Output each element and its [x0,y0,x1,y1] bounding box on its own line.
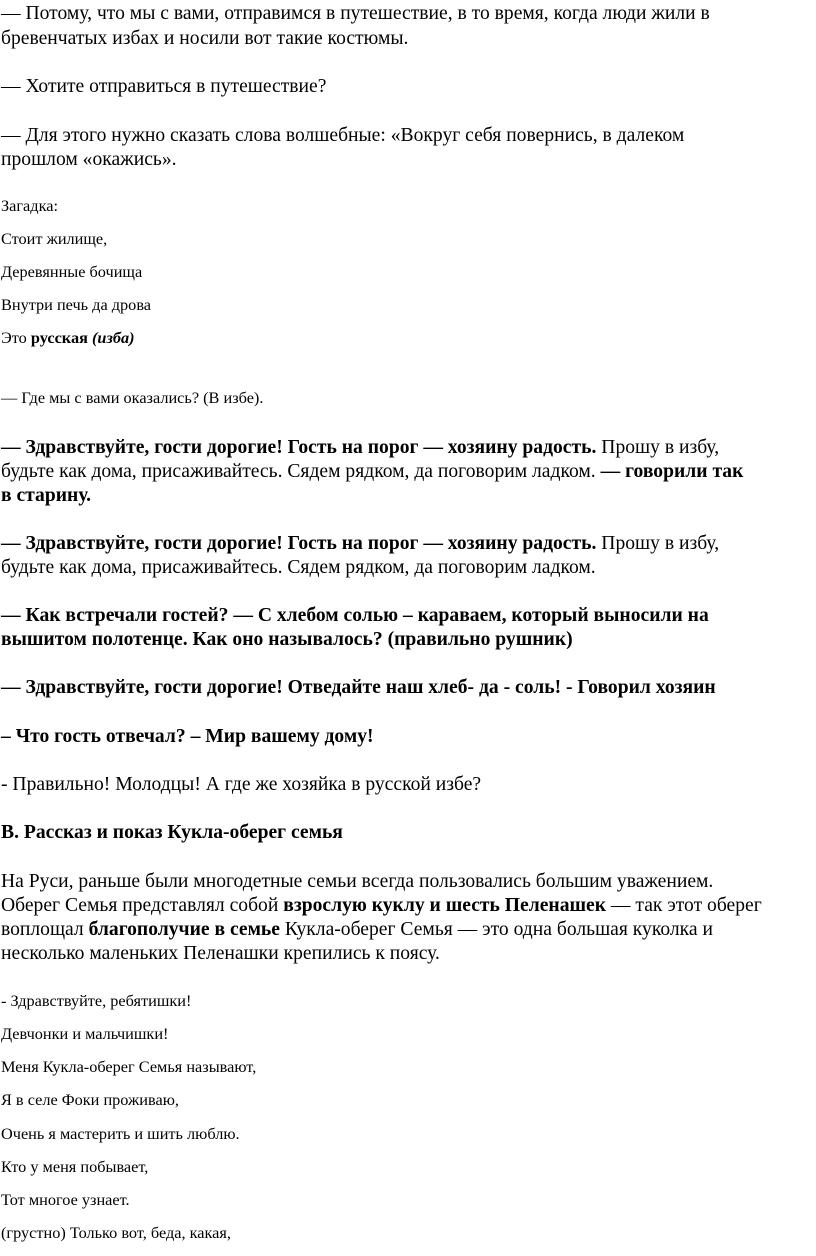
story-line-2-plain-2: — так этот оберег [606,895,762,916]
greeting-1-line-3 [1,484,91,508]
riddle-answer-prefix: Это [1,328,31,347]
riddle-line-2: Деревянные бочища [1,262,143,281]
greeting-1-line-2 [1,460,743,484]
riddle-answer-word: (изба) [91,328,135,347]
riddle-title: Загадка: [1,196,58,215]
paragraph-intro-line-1: — Потому, что мы с вами, отправимся в путешествие, в то время, когда люди жили в [1,3,710,24]
poem-line-8: (грустно) Только вот, беда, какая, [1,1223,231,1242]
greeting-2-line-2: будьте как дома, присаживайтесь. Сядем рядком, да поговорим ладком. [1,557,596,578]
riddle-answer-line [1,328,135,348]
story-line-2-plain: Оберег Семья представлял собой [1,895,284,916]
poem-line-1: - Здравствуйте, ребятишки! [1,991,192,1010]
poem-line-3: Меня Кукла-оберег Семья называют, [1,1057,257,1076]
question-where: — Где мы с вами оказались? (В избе). [1,388,264,407]
story-line-3-plain-2: Кукла-оберег Семья — это одна большая куколка и [279,919,713,940]
guests-question-bold-2: вышитом полотенце. Как оно называлось? (правильно рушник) [1,629,573,650]
guest-reply-line [1,725,374,749]
host-bold: — Здравствуйте, гости дорогие! Отведайте наш хлеб- да - соль! - Говорил хозяин [1,677,716,698]
guests-question-line-2 [1,628,573,652]
greeting-2-line-1 [1,532,719,556]
greeting-2-bold: — Здравствуйте, гости дорогие! Гость на порог — хозяину радость. [1,533,597,554]
riddle-line-3: Внутри печь да дрова [1,295,152,314]
story-line-1: На Руси, раньше были многодетные семьи всегда пользовались большим уважением. [1,871,714,892]
poem-line-5: Очень я мастерить и шить люблю. [1,1124,240,1143]
riddle-answer-bold: русская [30,328,88,347]
story-line-3 [1,918,713,942]
greeting-1-bold: — Здравствуйте, гости дорогие! Гость на порог — хозяину радость. [1,437,597,458]
question-travel: — Хотите отправиться в путешествие? [1,76,327,97]
greeting-1-plain-2: будьте как дома, присаживайтесь. Сядем рядком, да поговорим ладком. [1,461,596,482]
greeting-2-plain: Прошу в избу, [596,533,720,554]
story-line-4: несколько маленьких Пеленашки крепились к поясу. [1,943,440,964]
correct-line: - Правильно! Молодцы! А где же хозяйка в русской избе? [1,774,482,795]
paragraph-intro-line-2: бревенчатых избах и носили вот такие костюмы. [1,28,409,49]
story-line-3-bold: благополучие в семье [88,919,280,940]
greeting-1-bold-2: — говорили так [595,461,744,482]
host-line [1,676,716,700]
guests-question-bold-1: — Как встречали гостей? — С хлебом солью – караваем, который выносили на [1,605,709,626]
poem-line-7: Тот многое узнает. [1,1190,130,1209]
story-line-3-plain: воплощал [1,919,89,940]
magic-words-line-2: прошлом «окажись». [1,149,177,170]
guest-reply-bold: – Что гость отвечал? – Мир вашему дому! [1,726,374,747]
section-heading-bold: B. Рассказ и показ Кукла-оберег семья [1,822,343,843]
greeting-1-plain: Прошу в избу, [596,437,720,458]
poem-line-6: Кто у меня побывает, [1,1157,149,1176]
guests-question-line-1 [1,604,709,628]
section-heading [1,821,343,845]
poem-line-4: Я в селе Фоки проживаю, [1,1090,179,1109]
greeting-1-bold-3: в старину. [1,485,92,506]
story-line-2 [1,894,762,918]
poem-line-2: Девчонки и мальчишки! [1,1024,169,1043]
story-line-2-bold: взрослую куклу и шесть Пеленашек [283,895,607,916]
greeting-1-line-1 [1,436,719,460]
riddle-line-1: Стоит жилище, [1,229,108,248]
magic-words-line-1: — Для этого нужно сказать слова волшебные: «Вокруг себя повернись, в далеком [1,125,685,146]
